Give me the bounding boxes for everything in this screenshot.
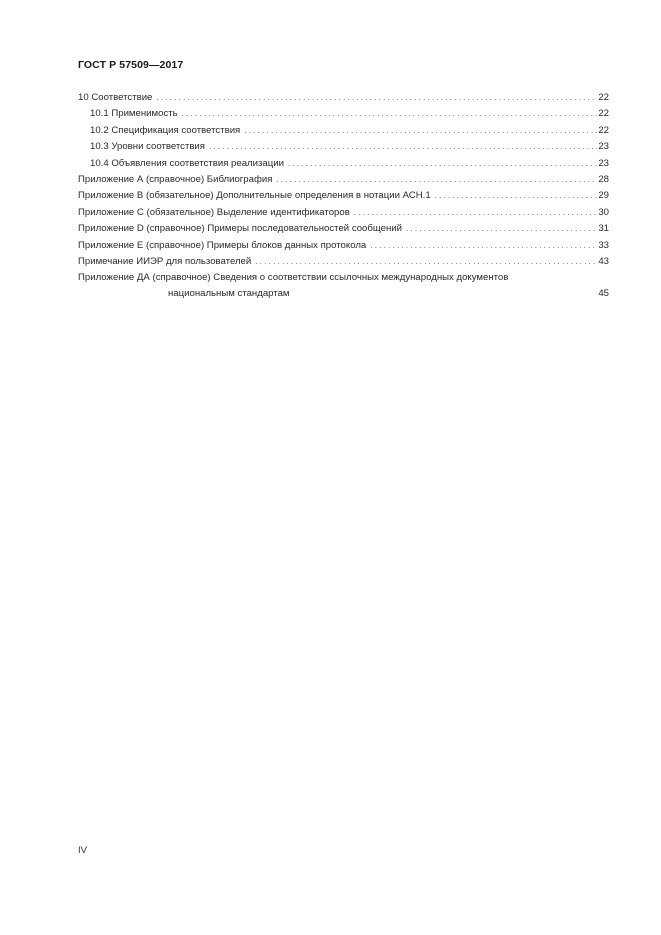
toc-entry-label: Приложение С (обязательное) Выделение идентификаторов	[78, 206, 350, 218]
toc-entry[interactable]	[78, 141, 609, 157]
toc-entry[interactable]	[78, 223, 609, 239]
toc-entry[interactable]	[78, 207, 609, 223]
leader-dots	[182, 109, 598, 118]
toc-entry-label: Приложение D (справочное) Примеры последовательностей сообщений	[78, 223, 403, 235]
toc-entry[interactable]	[78, 158, 609, 174]
leader-dots	[406, 224, 597, 233]
toc-entry-label-line1: Приложение ДА (справочное) Сведения о соответствии ссылочных международных документов	[78, 272, 509, 284]
toc-entry[interactable]	[78, 256, 609, 272]
toc-entry-page: 45	[598, 288, 609, 300]
toc-entry[interactable]	[78, 125, 609, 141]
toc-entry-page: 23	[598, 141, 609, 153]
toc-entry[interactable]	[78, 174, 609, 190]
table-of-contents	[78, 92, 609, 305]
leader-dots	[209, 142, 597, 151]
toc-entry[interactable]	[78, 190, 609, 206]
toc-entry-label: 10.4 Объявления соответствия реализации	[90, 157, 284, 169]
toc-entry-label: 10.2 Спецификация соответствия	[90, 124, 241, 136]
toc-entry-label: 10.1 Применимость	[90, 108, 178, 120]
leader-dots	[370, 241, 597, 250]
toc-entry-page: 22	[598, 108, 609, 120]
toc-entry-page: 30	[598, 206, 609, 218]
toc-entry-label: Приложение А (справочное) Библиография	[78, 173, 273, 185]
toc-entry-label: Примечание ИИЭР для пользователей	[78, 255, 252, 267]
toc-entry[interactable]	[78, 92, 609, 108]
toc-entry-label: Приложение В (обязательное) Дополнительные определения в нотации АСН.1	[78, 190, 431, 202]
leader-dots	[156, 93, 597, 102]
toc-entry-page: 22	[598, 124, 609, 136]
leader-dots	[255, 257, 597, 266]
document-header: ГОСТ Р 57509—2017	[78, 59, 184, 71]
toc-entry-page: 33	[598, 239, 609, 251]
toc-entry-label-line2: национальным стандартам	[168, 288, 290, 300]
leader-dots	[354, 208, 598, 217]
toc-entry-page: 23	[598, 157, 609, 169]
toc-entry-page: 43	[598, 255, 609, 267]
toc-entry-label: 10.3 Уровни соответствия	[90, 141, 205, 153]
toc-entry-page: 22	[598, 92, 609, 103]
toc-entry-label: Приложение Е (справочное) Примеры блоков данных протокола	[78, 239, 367, 251]
page-number: IV	[78, 845, 88, 856]
toc-entry-label: 10 Соответствие	[78, 92, 153, 103]
toc-entry[interactable]	[78, 108, 609, 124]
toc-entry-page: 28	[598, 173, 609, 185]
leader-dots	[288, 159, 597, 168]
leader-dots	[244, 126, 597, 135]
toc-entry[interactable]	[78, 240, 609, 256]
toc-entry-page: 29	[598, 190, 609, 202]
toc-entry-multiline[interactable]	[78, 272, 609, 304]
leader-dots	[276, 175, 597, 184]
leader-dots	[435, 191, 598, 200]
toc-entry-page: 31	[598, 223, 609, 235]
